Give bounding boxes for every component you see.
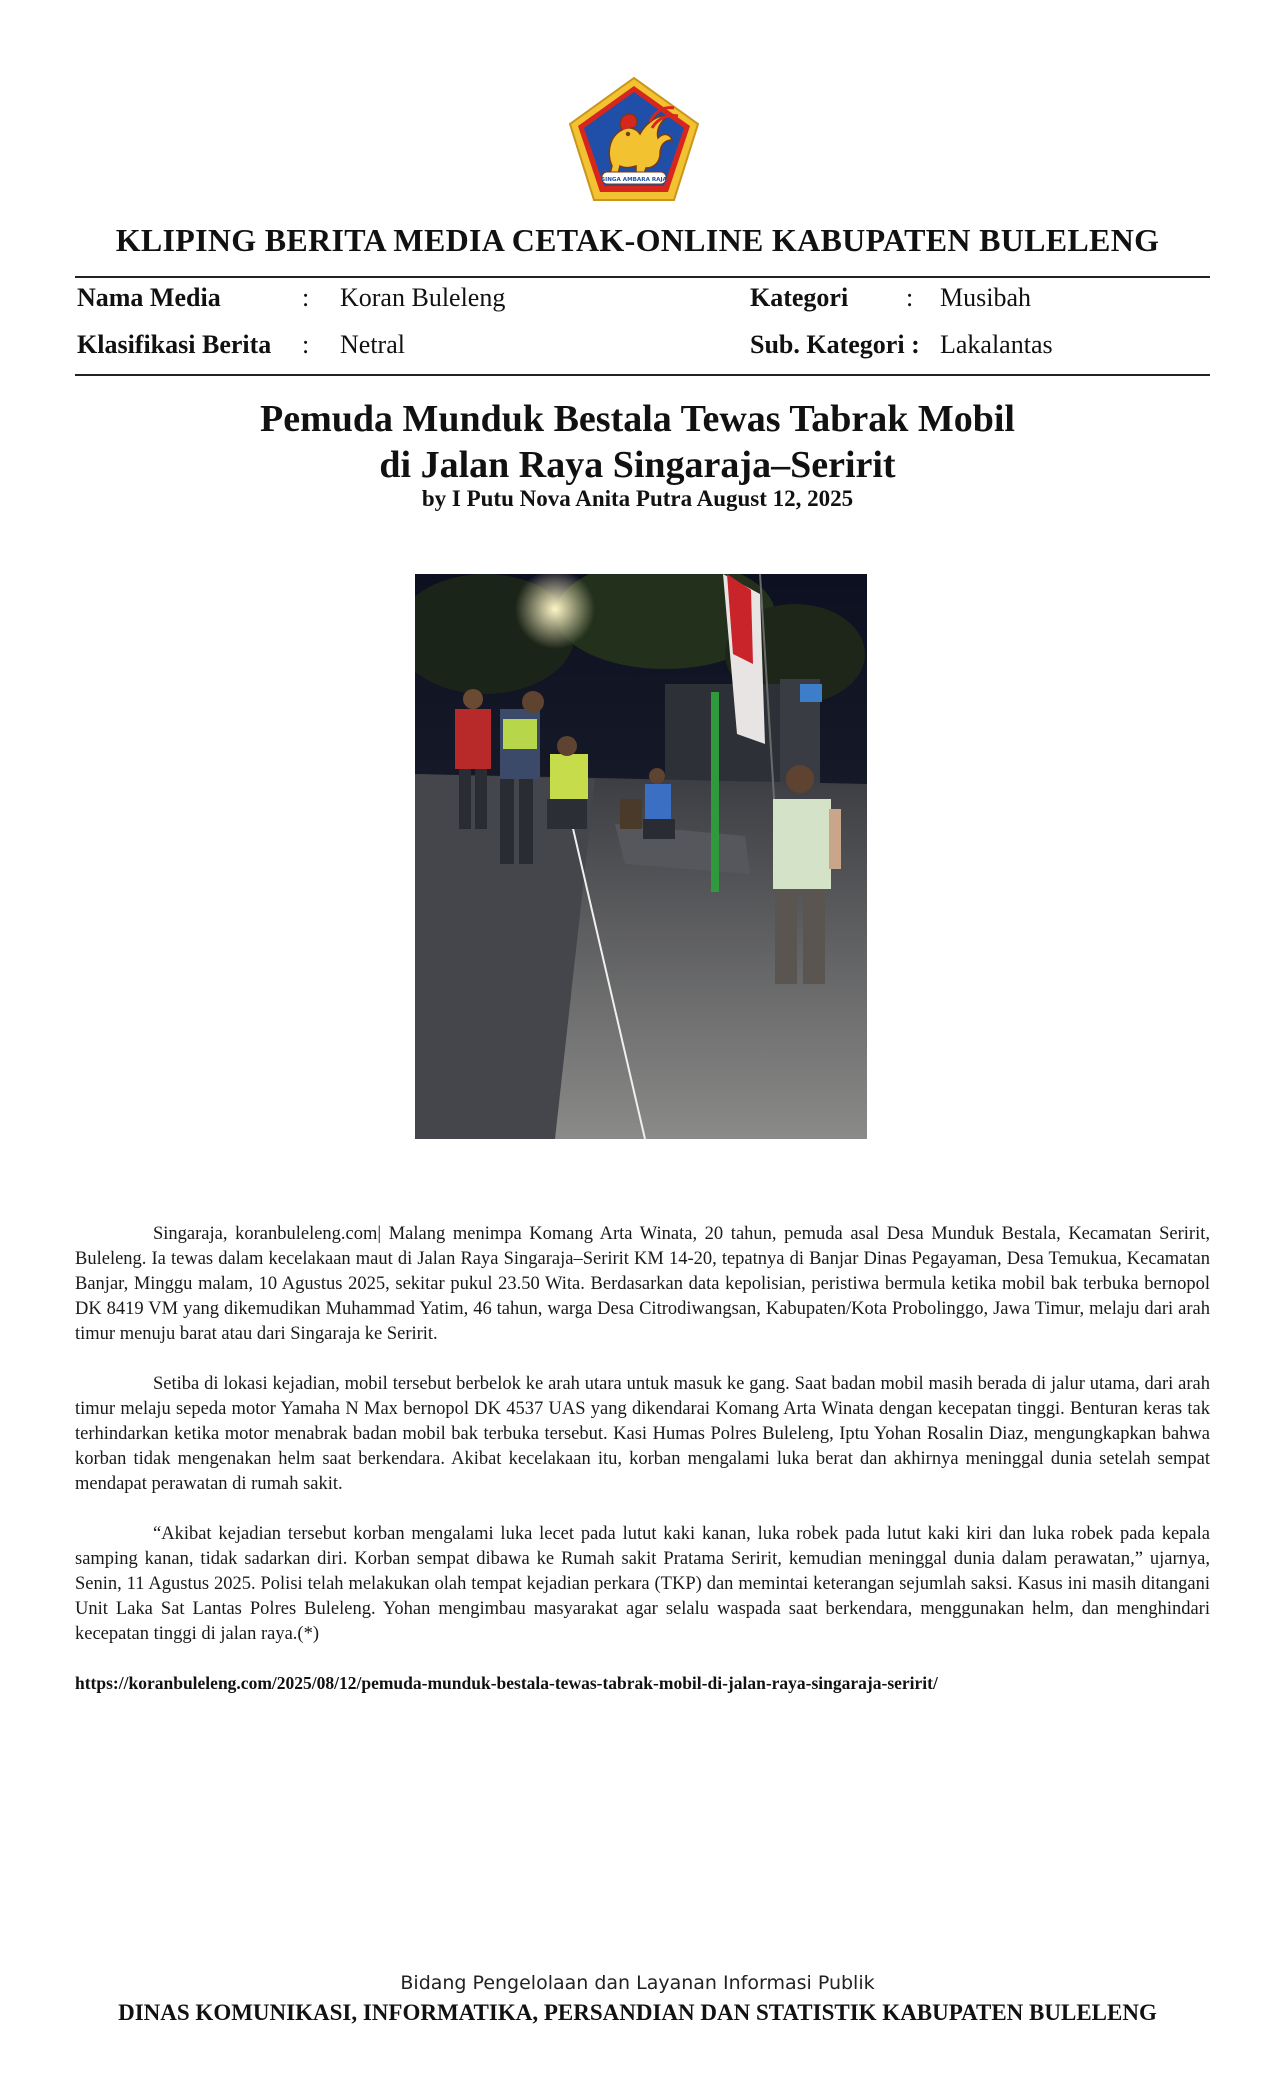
kategori-label: Kategori [750, 283, 849, 312]
source-url-link[interactable]: https://koranbuleleng.com/2025/08/12/pemuda-munduk-bestala-tewas-tabrak-mobil-di-jalan-raya-singaraja-seririt/ [75, 1673, 938, 1693]
sub-kategori-row [750, 330, 920, 360]
article-paragraph-2: Setiba di lokasi kejadian, mobil tersebut berbelok ke arah utara untuk masuk ke gang. Saat badan mobil masih berada di jalur utama, dari arah timur melaju sepeda motor Yamaha N Max bernopol DK 4537 UAS yang dikendarai Komang Arta Winata dengan kecepatan tinggi. Benturan keras tak terhindarkan ketika motor menabrak badan mobil bak terbuka tersebut. Kasi Humas Polres Buleleng, Iptu Yohan Rosalin Diaz, mengungkapkan bahwa korban tidak mengenakan helm saat berkendara. Akibat kecelakaan itu, korban mengalami luka berat dan akhirnya meninggal dunia setelah sempat mendapat perawatan di rumah sakit. [75, 1374, 1210, 1494]
kategori-value: Musibah [940, 283, 1031, 312]
article-byline: by I Putu Nova Anita Putra August 12, 2025 [421, 486, 854, 511]
logo-motto-text: SINGA AMBARA RAJA [601, 177, 667, 183]
article-title-line-1: Pemuda Munduk Bestala Tewas Tabrak Mobil [260, 398, 1015, 440]
kategori-colon: : [906, 283, 914, 312]
klasifikasi-label: Klasifikasi Berita [77, 330, 272, 359]
article-paragraph-1: Singaraja, koranbuleleng.com| Malang menimpa Komang Arta Winata, 20 tahun, pemuda asal Desa Munduk Bestala, Kecamatan Seririt, Buleleng. Ia tewas dalam kecelakaan maut di Jalan Raya Singaraja–Seririt KM 14-20, tepatnya di Banjar Dinas Pegayaman, Desa Temukua, Kecamatan Banjar, Minggu malam, 10 Agustus 2025, sekitar pukul 23.50 Wita. Berdasarkan data kepolisian, peristiwa bermula ketika mobil bak terbuka bernopol DK 8419 VM yang dikemudikan Muhammad Yatim, 46 tahun, warga Desa Citrodiwangsan, Kabupaten/Kota Probolinggo, Jawa Timur, melaju dari arah timur menuju barat atau dari Singaraja ke Seririt. [75, 1224, 1210, 1344]
klasifikasi-value: Netral [340, 330, 405, 359]
nama-media-value: Koran Buleleng [340, 283, 506, 312]
article-paragraph-3: “Akibat kejadian tersebut korban mengalami luka lecet pada lutut kaki kanan, luka robek pada lutut kaki kiri dan luka robek pada kepala samping kanan, tidak sadarkan diri. Korban sempat dibawa ke Rumah sakit Pratama Seririt, kemudian meninggal dunia dalam perawatan,” ujarnya, Senin, 11 Agustus 2025. Polisi telah melakukan olah tempat kejadian perkara (TKP) dan memintai keterangan sejumlah saksi. Kasus ini masih ditangani Unit Laka Sat Lantas Polres Buleleng. Yohan mengimbau masyarakat agar selalu waspada saat berkendara, menggunakan helm, dan menghindari kecepatan tinggi di jalan raya.(*) [75, 1524, 1210, 1644]
footer-agency: DINAS KOMUNIKASI, INFORMATIKA, PERSANDIAN DAN STATISTIK KABUPATEN BULELENG [118, 2000, 1157, 2025]
klasifikasi-row [77, 330, 271, 360]
page-title: KLIPING BERITA MEDIA CETAK-ONLINE KABUPATEN BULELENG [115, 222, 1160, 258]
header-top-divider [75, 276, 1210, 278]
kategori-row [750, 283, 848, 313]
header-bottom-divider [75, 374, 1210, 376]
article-title-line-2: di Jalan Raya Singaraja–Seririt [379, 444, 896, 486]
footer-department: Bidang Pengelolaan dan Layanan Informasi Publik [400, 1972, 875, 1994]
sub-kategori-label: Sub. Kategori : [750, 330, 920, 359]
sub-kategori-value: Lakalantas [940, 330, 1053, 359]
nama-media-label: Nama Media [77, 283, 221, 312]
kabupaten-buleleng-logo [564, 74, 704, 204]
article-photo [415, 574, 867, 1139]
nama-media-colon: : [302, 283, 310, 312]
article-title [0, 396, 1275, 488]
nama-media-row [77, 283, 221, 313]
article-body [75, 1222, 1210, 1672]
klasifikasi-colon: : [302, 330, 310, 359]
